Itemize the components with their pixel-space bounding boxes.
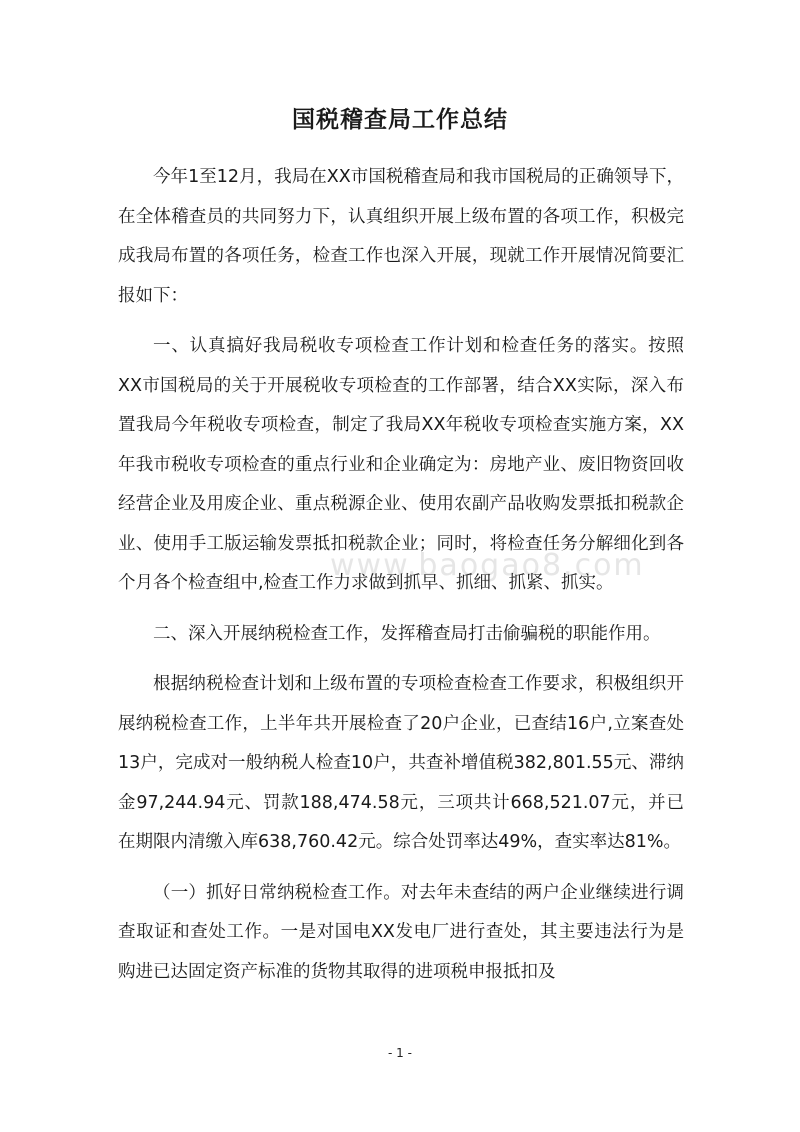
page-number: - 1 - <box>388 1046 412 1060</box>
document-title: 国税稽查局工作总结 <box>292 107 508 133</box>
paragraph-section-two-heading: 二、深入开展纳税检查工作，发挥稽查局打击偷骗税的职能作用。 <box>153 623 661 644</box>
paragraph-inspection-results: 根据纳税检查计划和上级布置的专项检查检查工作要求，积极组织开展纳税检查工作，上半年共开展检查了20户企业，已查结16户,立案查处13户，完成对一般纳税人检查10户，共查补增值税382,801.55元、滞纳金97,244.94元、罚款188,474.58元，三项共计668,521.07元，并已在期限内清缴入库638,760.42元。综合处罚率达49%，查实率达81%。 <box>118 674 684 852</box>
paragraph-daily-inspection: （一）抓好日常纳税检查工作。对去年未查结的两户企业继续进行调查取证和查处工作。一是对国电XX发电厂进行查处，其主要违法行为是购进已达固定资产标准的货物其取得的进项税申报抵扣及 <box>118 882 684 982</box>
document-body <box>118 158 684 992</box>
paragraph-intro: 今年1至12月，我局在XX市国税稽查局和我市国税局的正确领导下，在全体稽查员的共同努力下，认真组织开展上级布置的各项工作，积极完成我局布置的各项任务，检查工作也深入开展，现就工作开展情况简要汇报如下： <box>118 167 684 306</box>
watermark-text: www.baogao8.com <box>330 548 645 583</box>
paragraph-section-one: 一、认真搞好我局税收专项检查工作计划和检查任务的落实。按照XX市国税局的关于开展税收专项检查的工作部署，结合XX实际，深入布置我局今年税收专项检查，制定了我局XX年税收专项检查实施方案，XX年我市税收专项检查的重点行业和企业确定为：房地产业、废旧物资回收经营企业及用废企业、重点税源企业、使用农副产品收购发票抵扣税款企业、使用手工版运输发票抵扣税款企业；同时，将检查任务分解细化到各个月各个检查组中,检查工作力求做到抓早、抓细、抓紧、抓实。 <box>118 336 684 593</box>
